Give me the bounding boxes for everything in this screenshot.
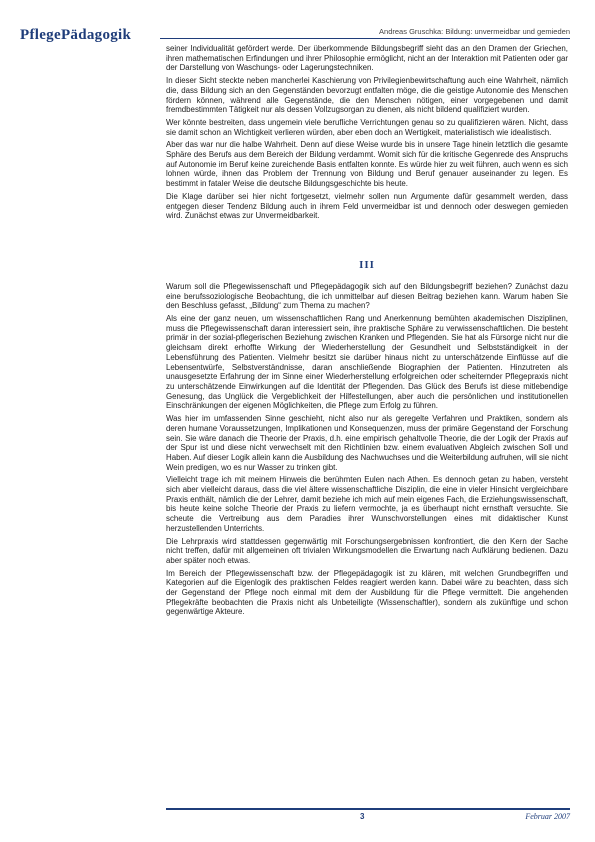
paragraph: Wer könnte bestreiten, dass ungemein viele berufliche Verrichtungen genau so zu qualifizieren wären. Nicht, dass sie damit schon an Wichtigkeit verlieren würden, aber eben doch an Wertigkeit, materialistisch wie idealistisch. [166,117,568,137]
paragraph: In dieser Sicht steckte neben mancherlei Kaschierung von Privilegienbewirtschaftung auch eine Wahrheit, nämlich die, dass Bildung sich an den Gegenständen bevorzugt entfalten möge, die die geistige Autonomie des Menschen fördern können, während alle Gegenstände, die den Menschen nötigen, einer vorgegebenen und damit fremdbestimmten Tätigkeit nur als dessen Vollzugsorgan zu dienen, als nicht bildend qualifiziert wurden. [166,76,568,115]
section-heading: III [359,258,375,271]
paragraph: Vielleicht trage ich mit meinem Hinweis die berühmten Eulen nach Athen. Es dennoch getan zu haben, versteht sich aber vielleicht daraus, dass die viel ältere wissenschaftliche Disziplin, die eine in vieler Hinsicht vergleichbare Praxis enthält, nämlich die der Lehrer, damit beziehe ich mich auf mein eigenes Fach, die Erziehungswissenschaft, bis heute keine solche Theorie der Praxis zu liefern vermochte, ja es überhaupt nicht ernsthaft versuchte. Sie scheute die Vertreibung aus dem Paradies ihrer Wunschvorstellungen eines mit didaktischer Kunst herzustellenden Unterrichts. [166,475,568,533]
paragraph: Warum soll die Pflegewissenschaft und Pflegepädagogik sich auf den Bildungsbegriff beziehen? Zunächst dazu eine berufssoziologische Beobachtung, die ich unmittelbar auf diesen Beitrag beziehen kann. Warum haben Sie den Beschluss gefasst, „Bildung“ zum Thema zu machen? [166,281,568,311]
issue-date: Februar 2007 [525,812,570,821]
paragraph: Was hier im umfassenden Sinne geschieht, nicht also nur als geregelte Verfahren und Praktiken, sondern als deren humane Voraussetzungen, Implikationen und Konsequenzen, muss der primäre Gegenstand der Forschung sein. Sie wäre danach die Theorie der Praxis, d.h. eine empirisch gehaltvolle Theorie, die der Logik der Praxis auf der Spur ist und diese nicht verwechselt mit den Richtlinien bzw. einem evaluativen Abgleich zwischen Soll und Haben. Auf dieser Logik allein kann die Ausbildung des Nachwuchses und die Weiterbildung aufruhen, will sie nicht Wein predigen, wo es nur Wasser zu trinken gibt. [166,414,568,472]
footer-rule [166,808,570,810]
paragraph: seiner Individualität gefördert werde. Der überkommende Bildungsbegriff sieht das an den Dramen der Griechen, ihren mathematischen Erfindungen und ihrer Philosophie ermöglicht, nicht an der Interaktion mit Patienten oder gar der Darstellung von Waschungs- oder Lagerungstechniken. [166,44,568,73]
paragraph: Die Lehrpraxis wird stattdessen gegenwärtig mit Forschungsergebnissen konfrontiert, die den Kern der Sache nicht treffen, dafür mit allgemeinen oft trivialen Wirkungsmodellen die Erwartung nach Aufklärung bedienen. Dazu aber später noch etwas. [166,536,568,565]
header-rule [160,38,570,39]
paragraph: Im Bereich der Pflegewissenschaft bzw. der Pflegepädagogik ist zu klären, mit welchen Grundbegriffen und Kategorien auf die Eigenlogik des praktischen Feldes reagiert werden kann. Dabei wäre zu beachten, dass sich der Gegenstand der Pflege noch einmal mit dem der Ausbildung für die Pflege vermittelt. Die angehenden Pflegekräfte beobachten die Praxis nicht als Unbeteiligte (Wissenschaftler), sondern als zukünftige und schon gegenwärtige Akteure. [166,568,568,617]
paragraph: Aber das war nur die halbe Wahrheit. Denn auf diese Weise wurde bis in unsere Tage hinein letztlich die gesamte Sphäre des Berufs aus dem Bereich der Bildung verdammt. Womit sich für die kritische Gegenrede des Anspruchs auf Autonomie im Beruf keine zureichende Basis entfalten konnte. Es würde hier zu weit führen, auch wenn es sich lohnen würde, ihnen das Problem der Trennung von Bildung und Beruf genauer auseinander zu legen. Es bestimmt in fataler Weise die deutsche Bildungsgeschichte bis heute. [166,140,568,189]
article-body [166,44,568,620]
paragraph: Als eine der ganz neuen, um wissenschaftlichen Rang und Anerkennung bemühten akademischen Disziplinen, muss die Pflegewissenschaft daran interessiert sein, ihre praktische Sphäre zu verwissenschaftlichen. Die besteht primär in der sozial-pflegerischen Beziehung zwischen Kranken und Pflegenden. Sie hat als Fürsorge nicht nur die gleichsam direkt erhoffte Wirkung der Wiederherstellung der Gesundheit und Selbstständigkeit in der Lebensführung des Patienten. Vielmehr besitzt sie darüber hinaus nicht zu unterschätzende Einflüsse auf die Lebensentwürfe, Selbstverständnisse, daran anschließende Biographien der Patienten. Hinzutreten als unausgesetzte Erfahrung der im Sinne einer Wiederherstellung erfolgreichen oder scheiternder Pflegepraxis nicht zu unterschätzende Einwirkungen auf die Identität der Pflegenden. Das Glück des Berufs ist diese mitlebendige Genesung, das Unglück die Vergeblichkeit der Hilfestellungen, aber auch die persönlichen und institutionellen Einschränkungen der eigenen Möglichkeiten, die Pflege zum Erfolg zu führen. [166,314,568,411]
page-number: 3 [360,812,365,821]
running-header-author-title: Andreas Gruschka: Bildung: unvermeidbar und gemieden [379,27,570,36]
journal-title: PflegePädagogik [20,27,132,43]
paragraph: Die Klage darüber sei hier nicht fortgesetzt, vielmehr sollen nun Argumente dafür gesammelt werden, dass entgegen dieser Tendenz Bildung auch in ihrem Feld unvermeidbar ist und dennoch oder deswegen gemieden wird. Zunächst etwas zur Unvermeidbarkeit. [166,191,568,221]
